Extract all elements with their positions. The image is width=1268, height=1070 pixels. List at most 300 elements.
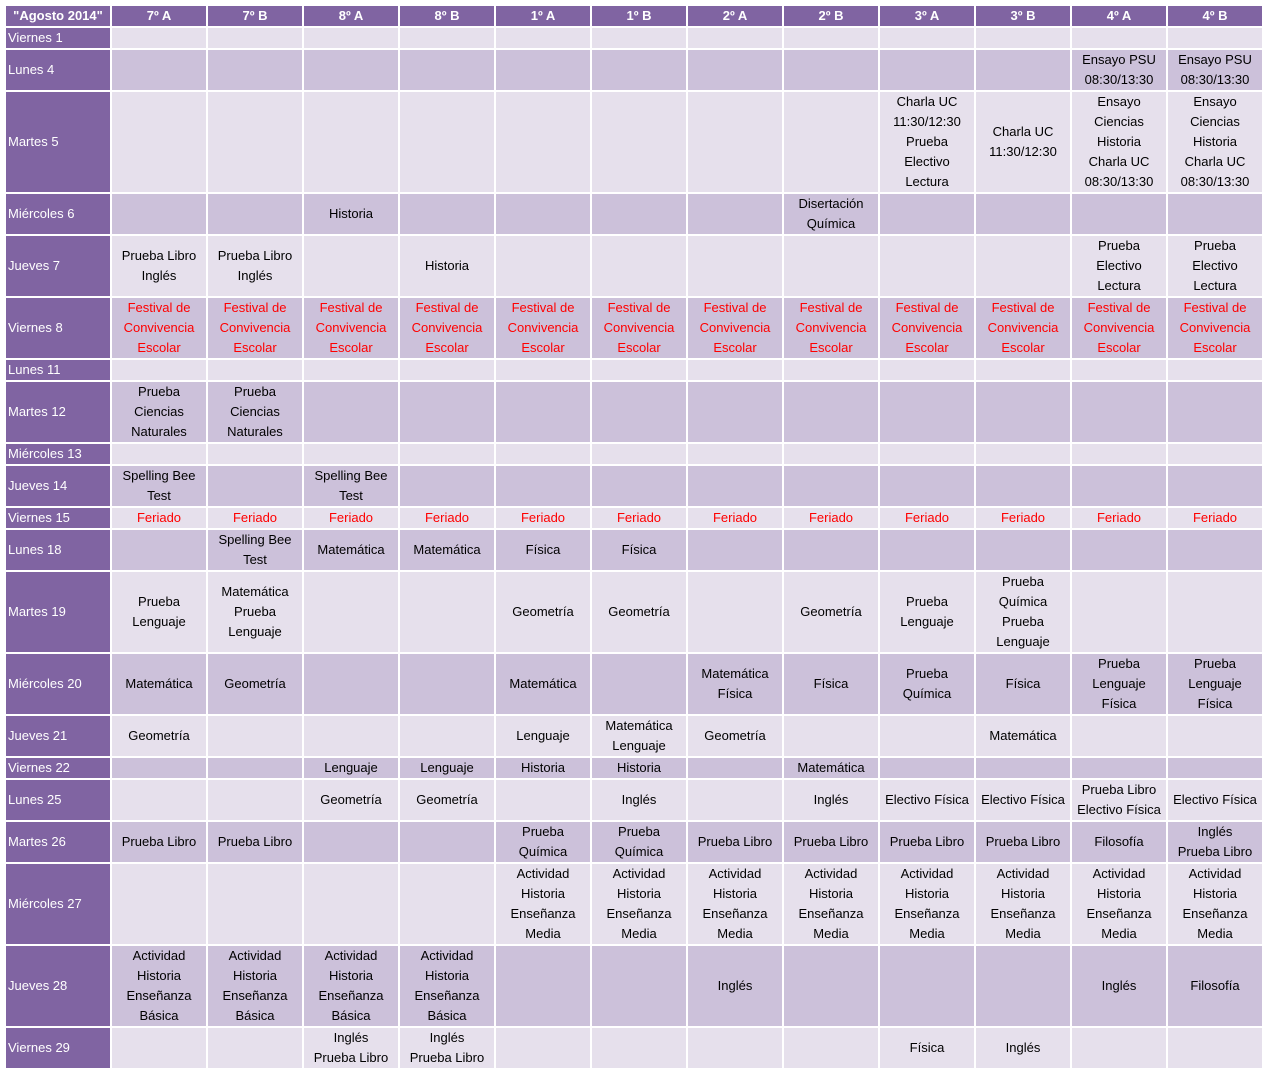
schedule-cell (496, 654, 590, 714)
row-day-label: Viernes 22 (6, 758, 110, 778)
schedule-cell (208, 1028, 302, 1068)
schedule-cell (1168, 360, 1262, 380)
cell-entry-line: Festival de (895, 300, 959, 315)
schedule-cell (1168, 716, 1262, 756)
cell-entry-line: Ciencias (1190, 114, 1240, 129)
cell-entry-line: Historia (616, 760, 662, 775)
cell-entry-line: Prueba (138, 384, 180, 399)
calendar-wrapper (4, 4, 1264, 1070)
schedule-cell (304, 28, 398, 48)
schedule-cell (1168, 780, 1262, 820)
schedule-row (6, 572, 1262, 652)
schedule-cell (304, 50, 398, 90)
schedule-cell (496, 572, 590, 652)
schedule-cell (112, 654, 206, 714)
cell-entry-line: Historia (520, 760, 566, 775)
cell-entry-line: Prueba Libro (889, 834, 965, 849)
schedule-cell (112, 780, 206, 820)
schedule-cell (592, 360, 686, 380)
schedule-cell (1168, 50, 1262, 90)
schedule-cell (112, 298, 206, 358)
schedule-cell (976, 780, 1070, 820)
schedule-cell (304, 946, 398, 1026)
schedule-cell (304, 298, 398, 358)
schedule-cell (400, 466, 494, 506)
cell-entry-line: Electivo Física (981, 792, 1065, 807)
cell-entry-line: Prueba Libro (697, 834, 773, 849)
cell-entry-line: Escolar (233, 340, 277, 355)
schedule-cell (784, 946, 878, 1026)
cell-entry-line: Escolar (809, 340, 853, 355)
cell-entry-line: Enseñanza (1086, 906, 1152, 921)
cell-entry-line: Enseñanza (990, 906, 1056, 921)
cell-entry-line: Prueba (522, 824, 564, 839)
cell-entry-line: Festival de (223, 300, 287, 315)
schedule-cell (880, 50, 974, 90)
schedule-cell (1072, 508, 1166, 528)
cell-entry-line: Festival de (703, 300, 767, 315)
schedule-cell (592, 572, 686, 652)
cell-entry-line: Enseñanza (318, 988, 384, 1003)
schedule-cell (784, 360, 878, 380)
schedule-cell (688, 194, 782, 234)
schedule-cell (208, 530, 302, 570)
schedule-cell (784, 758, 878, 778)
cell-entry-line: Enseñanza (606, 906, 672, 921)
schedule-cell (880, 780, 974, 820)
schedule-cell (1072, 236, 1166, 296)
cell-entry-line: Prueba (234, 384, 276, 399)
schedule-cell (784, 28, 878, 48)
cell-entry-line: Prueba (906, 134, 948, 149)
schedule-cell (880, 298, 974, 358)
cell-entry-line: Festival de (127, 300, 191, 315)
schedule-cell (400, 92, 494, 192)
cell-entry-line: Historia (328, 206, 374, 221)
schedule-cell (688, 864, 782, 944)
schedule-cell (880, 822, 974, 862)
cell-entry-line: Electivo Física (885, 792, 969, 807)
schedule-cell (880, 466, 974, 506)
cell-entry-line: Matemática (221, 584, 289, 599)
cell-entry-line: Geometría (608, 604, 670, 619)
schedule-cell (592, 444, 686, 464)
schedule-cell (1072, 382, 1166, 442)
schedule-cell (592, 530, 686, 570)
schedule-cell (976, 236, 1070, 296)
schedule-cell (880, 1028, 974, 1068)
schedule-cell (400, 236, 494, 296)
schedule-cell (1168, 508, 1262, 528)
schedule-cell (1168, 382, 1262, 442)
cell-entry-line: 08:30/13:30 (1084, 174, 1154, 189)
schedule-cell (496, 236, 590, 296)
cell-entry-line: Historia (520, 886, 566, 901)
schedule-cell (688, 758, 782, 778)
schedule-cell (400, 444, 494, 464)
schedule-cell (496, 298, 590, 358)
cell-entry-line: Convivencia (987, 320, 1059, 335)
row-day-label: Miércoles 20 (6, 654, 110, 714)
schedule-cell (784, 716, 878, 756)
schedule-row (6, 466, 1262, 506)
schedule-row (6, 946, 1262, 1026)
cell-entry-line: Prueba Libro (217, 248, 293, 263)
cell-entry-line: Inglés (429, 1030, 465, 1045)
schedule-cell (688, 572, 782, 652)
cell-entry-line: Física (909, 1040, 945, 1055)
cell-entry-line: Física (525, 542, 561, 557)
schedule-cell (784, 654, 878, 714)
schedule-cell (400, 382, 494, 442)
cell-entry-line: Actividad (420, 948, 474, 963)
schedule-cell (880, 360, 974, 380)
schedule-cell (880, 236, 974, 296)
cell-entry-line: Escolar (137, 340, 181, 355)
schedule-cell (400, 780, 494, 820)
cell-entry-line: Enseñanza (702, 906, 768, 921)
column-header: 7º A (112, 6, 206, 26)
schedule-cell (1168, 28, 1262, 48)
cell-entry-line: Prueba Libro (217, 834, 293, 849)
cell-entry-line: Actividad (1092, 866, 1146, 881)
row-day-label: Lunes 18 (6, 530, 110, 570)
cell-entry-line: Spelling Bee (122, 468, 196, 483)
cell-entry-line: Test (243, 552, 267, 567)
cell-entry-line: Historia (424, 968, 470, 983)
cell-entry-line: Historia (424, 258, 470, 273)
schedule-cell (208, 92, 302, 192)
cell-entry-line: Ensayo PSU (1082, 52, 1156, 67)
schedule-cell (784, 298, 878, 358)
header-row (6, 6, 1262, 26)
schedule-cell (112, 444, 206, 464)
schedule-cell (496, 50, 590, 90)
schedule-cell (304, 530, 398, 570)
cell-entry-line: Ciencias (230, 404, 280, 419)
schedule-cell (784, 822, 878, 862)
cell-entry-line: Media (621, 926, 657, 941)
schedule-cell (880, 946, 974, 1026)
schedule-cell (688, 444, 782, 464)
cell-entry-line: Matemática (989, 728, 1057, 743)
column-header: 1º A (496, 6, 590, 26)
cell-entry-line: 08:30/13:30 (1180, 72, 1250, 87)
schedule-cell (496, 530, 590, 570)
schedule-cell (688, 382, 782, 442)
schedule-cell (304, 236, 398, 296)
row-day-label: Martes 12 (6, 382, 110, 442)
schedule-cell (784, 194, 878, 234)
schedule-cell (1168, 530, 1262, 570)
schedule-cell (304, 1028, 398, 1068)
cell-entry-line: Química (998, 594, 1048, 609)
schedule-cell (112, 822, 206, 862)
schedule-cell (976, 572, 1070, 652)
schedule-cell (592, 946, 686, 1026)
schedule-cell (304, 466, 398, 506)
schedule-cell (112, 28, 206, 48)
column-header: 3º A (880, 6, 974, 26)
cell-entry-line: Prueba Libro (313, 1050, 389, 1065)
schedule-cell (1168, 236, 1262, 296)
schedule-cell (784, 236, 878, 296)
cell-entry-line: Feriado (808, 510, 854, 525)
schedule-cell (592, 236, 686, 296)
schedule-cell (1168, 466, 1262, 506)
schedule-cell (400, 530, 494, 570)
cell-entry-line: Física (1101, 696, 1137, 711)
cell-entry-line: Spelling Bee (218, 532, 292, 547)
schedule-row (6, 444, 1262, 464)
schedule-cell (784, 864, 878, 944)
cell-entry-line: Enseñanza (126, 988, 192, 1003)
schedule-cell (112, 466, 206, 506)
schedule-cell (1168, 654, 1262, 714)
cell-entry-line: 08:30/13:30 (1084, 72, 1154, 87)
schedule-cell (592, 92, 686, 192)
row-day-label: Miércoles 27 (6, 864, 110, 944)
schedule-cell (688, 298, 782, 358)
cell-entry-line: Actividad (708, 866, 762, 881)
cell-entry-line: Feriado (712, 510, 758, 525)
cell-entry-line: Matemática (413, 542, 481, 557)
cell-entry-line: Básica (139, 1008, 179, 1023)
schedule-cell (496, 758, 590, 778)
schedule-cell (1168, 572, 1262, 652)
schedule-cell (592, 864, 686, 944)
schedule-cell (496, 92, 590, 192)
schedule-cell (112, 382, 206, 442)
row-day-label: Viernes 29 (6, 1028, 110, 1068)
schedule-cell (400, 298, 494, 358)
schedule-row (6, 530, 1262, 570)
schedule-cell (1168, 946, 1262, 1026)
cell-entry-line: Inglés (621, 792, 657, 807)
schedule-cell (112, 530, 206, 570)
schedule-cell (1072, 780, 1166, 820)
schedule-cell (496, 466, 590, 506)
cell-entry-line: Prueba Libro (985, 834, 1061, 849)
schedule-cell (592, 382, 686, 442)
schedule-cell (304, 780, 398, 820)
schedule-cell (784, 466, 878, 506)
cell-entry-line: Disertación (798, 196, 864, 211)
schedule-cell (1072, 466, 1166, 506)
row-day-label: Lunes 25 (6, 780, 110, 820)
schedule-cell (304, 654, 398, 714)
cell-entry-line: Inglés (717, 978, 753, 993)
schedule-cell (400, 50, 494, 90)
schedule-cell (1168, 298, 1262, 358)
cell-entry-line: Ciencias (1094, 114, 1144, 129)
schedule-cell (592, 758, 686, 778)
cell-entry-line: Convivencia (699, 320, 771, 335)
schedule-cell (1072, 92, 1166, 192)
schedule-cell (208, 444, 302, 464)
schedule-cell (880, 382, 974, 442)
schedule-row (6, 50, 1262, 90)
cell-entry-line: Media (717, 926, 753, 941)
schedule-cell (1168, 758, 1262, 778)
schedule-cell (208, 822, 302, 862)
cell-entry-line: Geometría (800, 604, 862, 619)
column-header: 4º A (1072, 6, 1166, 26)
schedule-cell (496, 946, 590, 1026)
cell-entry-line: Media (813, 926, 849, 941)
schedule-cell (592, 1028, 686, 1068)
cell-entry-line: Lenguaje (996, 634, 1050, 649)
cell-entry-line: Lenguaje (228, 624, 282, 639)
schedule-cell (496, 382, 590, 442)
cell-entry-line: Prueba (1194, 238, 1236, 253)
schedule-row (6, 864, 1262, 944)
row-day-label: Martes 19 (6, 572, 110, 652)
row-day-label: Miércoles 6 (6, 194, 110, 234)
schedule-cell (976, 466, 1070, 506)
schedule-cell (1168, 444, 1262, 464)
cell-entry-line: 08:30/13:30 (1180, 174, 1250, 189)
schedule-row (6, 758, 1262, 778)
cell-entry-line: Festival de (1087, 300, 1151, 315)
schedule-cell (592, 780, 686, 820)
cell-entry-line: Convivencia (795, 320, 867, 335)
cell-entry-line: Convivencia (891, 320, 963, 335)
schedule-cell (976, 822, 1070, 862)
column-header: 8º A (304, 6, 398, 26)
cell-entry-line: Charla UC (1088, 154, 1150, 169)
cell-entry-line: Historia (1192, 886, 1238, 901)
month-title: "Agosto 2014" (6, 6, 110, 26)
schedule-cell (1072, 864, 1166, 944)
schedule-cell (400, 194, 494, 234)
cell-entry-line: Feriado (904, 510, 950, 525)
row-day-label: Jueves 21 (6, 716, 110, 756)
cell-entry-line: Actividad (1188, 866, 1242, 881)
schedule-cell (688, 822, 782, 862)
schedule-cell (304, 360, 398, 380)
cell-entry-line: Escolar (1097, 340, 1141, 355)
schedule-cell (976, 508, 1070, 528)
schedule-cell (304, 92, 398, 192)
schedule-cell (688, 92, 782, 192)
schedule-cell (688, 466, 782, 506)
cell-entry-line: Naturales (227, 424, 283, 439)
schedule-row (6, 236, 1262, 296)
cell-entry-line: Charla UC (896, 94, 958, 109)
schedule-cell (592, 508, 686, 528)
schedule-cell (1072, 572, 1166, 652)
cell-entry-line: Escolar (713, 340, 757, 355)
schedule-cell (976, 758, 1070, 778)
cell-entry-line: Actividad (324, 948, 378, 963)
schedule-cell (400, 1028, 494, 1068)
schedule-cell (304, 572, 398, 652)
cell-entry-line: Matemática (701, 666, 769, 681)
cell-entry-line: Festival de (319, 300, 383, 315)
cell-entry-line: Convivencia (507, 320, 579, 335)
schedule-cell (496, 194, 590, 234)
schedule-cell (400, 822, 494, 862)
schedule-cell (784, 1028, 878, 1068)
cell-entry-line: Actividad (900, 866, 954, 881)
cell-entry-line: Convivencia (315, 320, 387, 335)
schedule-row (6, 508, 1262, 528)
cell-entry-line: Ensayo PSU (1178, 52, 1252, 67)
cell-entry-line: Lenguaje (324, 760, 378, 775)
cell-entry-line: Lenguaje (1092, 676, 1146, 691)
schedule-cell (400, 572, 494, 652)
cell-entry-line: Electivo (1096, 258, 1142, 273)
cell-entry-line: Escolar (521, 340, 565, 355)
cell-entry-line: Física (621, 542, 657, 557)
schedule-cell (208, 28, 302, 48)
cell-entry-line: Feriado (232, 510, 278, 525)
schedule-cell (688, 508, 782, 528)
schedule-cell (976, 530, 1070, 570)
schedule-cell (496, 444, 590, 464)
cell-entry-line: Enseñanza (414, 988, 480, 1003)
cell-entry-line: Prueba (1002, 614, 1044, 629)
schedule-cell (784, 530, 878, 570)
schedule-cell (688, 360, 782, 380)
cell-entry-line: Historia (1096, 886, 1142, 901)
cell-entry-line: Feriado (1192, 510, 1238, 525)
schedule-cell (1072, 50, 1166, 90)
schedule-cell (112, 946, 206, 1026)
cell-entry-line: Feriado (136, 510, 182, 525)
cell-entry-line: Feriado (616, 510, 662, 525)
row-day-label: Martes 26 (6, 822, 110, 862)
row-day-label: Lunes 11 (6, 360, 110, 380)
cell-entry-line: Lenguaje (420, 760, 474, 775)
schedule-cell (112, 572, 206, 652)
cell-entry-line: Electivo (1192, 258, 1238, 273)
schedule-cell (688, 1028, 782, 1068)
schedule-row (6, 382, 1262, 442)
schedule-cell (400, 716, 494, 756)
schedule-cell (688, 654, 782, 714)
cell-entry-line: Prueba (138, 594, 180, 609)
cell-entry-line: Convivencia (219, 320, 291, 335)
cell-entry-line: Media (1197, 926, 1233, 941)
cell-entry-line: Lenguaje (900, 614, 954, 629)
row-day-label: Jueves 28 (6, 946, 110, 1026)
schedule-cell (880, 92, 974, 192)
schedule-table (4, 4, 1264, 1070)
schedule-cell (208, 716, 302, 756)
cell-entry-line: Prueba Libro (1177, 844, 1253, 859)
cell-entry-line: Geometría (704, 728, 766, 743)
schedule-cell (880, 864, 974, 944)
cell-entry-line: Festival de (511, 300, 575, 315)
schedule-cell (880, 508, 974, 528)
cell-entry-line: Media (525, 926, 561, 941)
schedule-cell (208, 382, 302, 442)
cell-entry-line: Actividad (132, 948, 186, 963)
cell-entry-line: Física (813, 676, 849, 691)
cell-entry-line: Escolar (1193, 340, 1237, 355)
schedule-cell (112, 194, 206, 234)
schedule-cell (976, 28, 1070, 48)
cell-entry-line: Historia (616, 886, 662, 901)
cell-entry-line: Escolar (617, 340, 661, 355)
schedule-cell (208, 572, 302, 652)
schedule-cell (1168, 1028, 1262, 1068)
schedule-cell (112, 864, 206, 944)
cell-entry-line: Prueba Libro (121, 834, 197, 849)
schedule-cell (304, 508, 398, 528)
